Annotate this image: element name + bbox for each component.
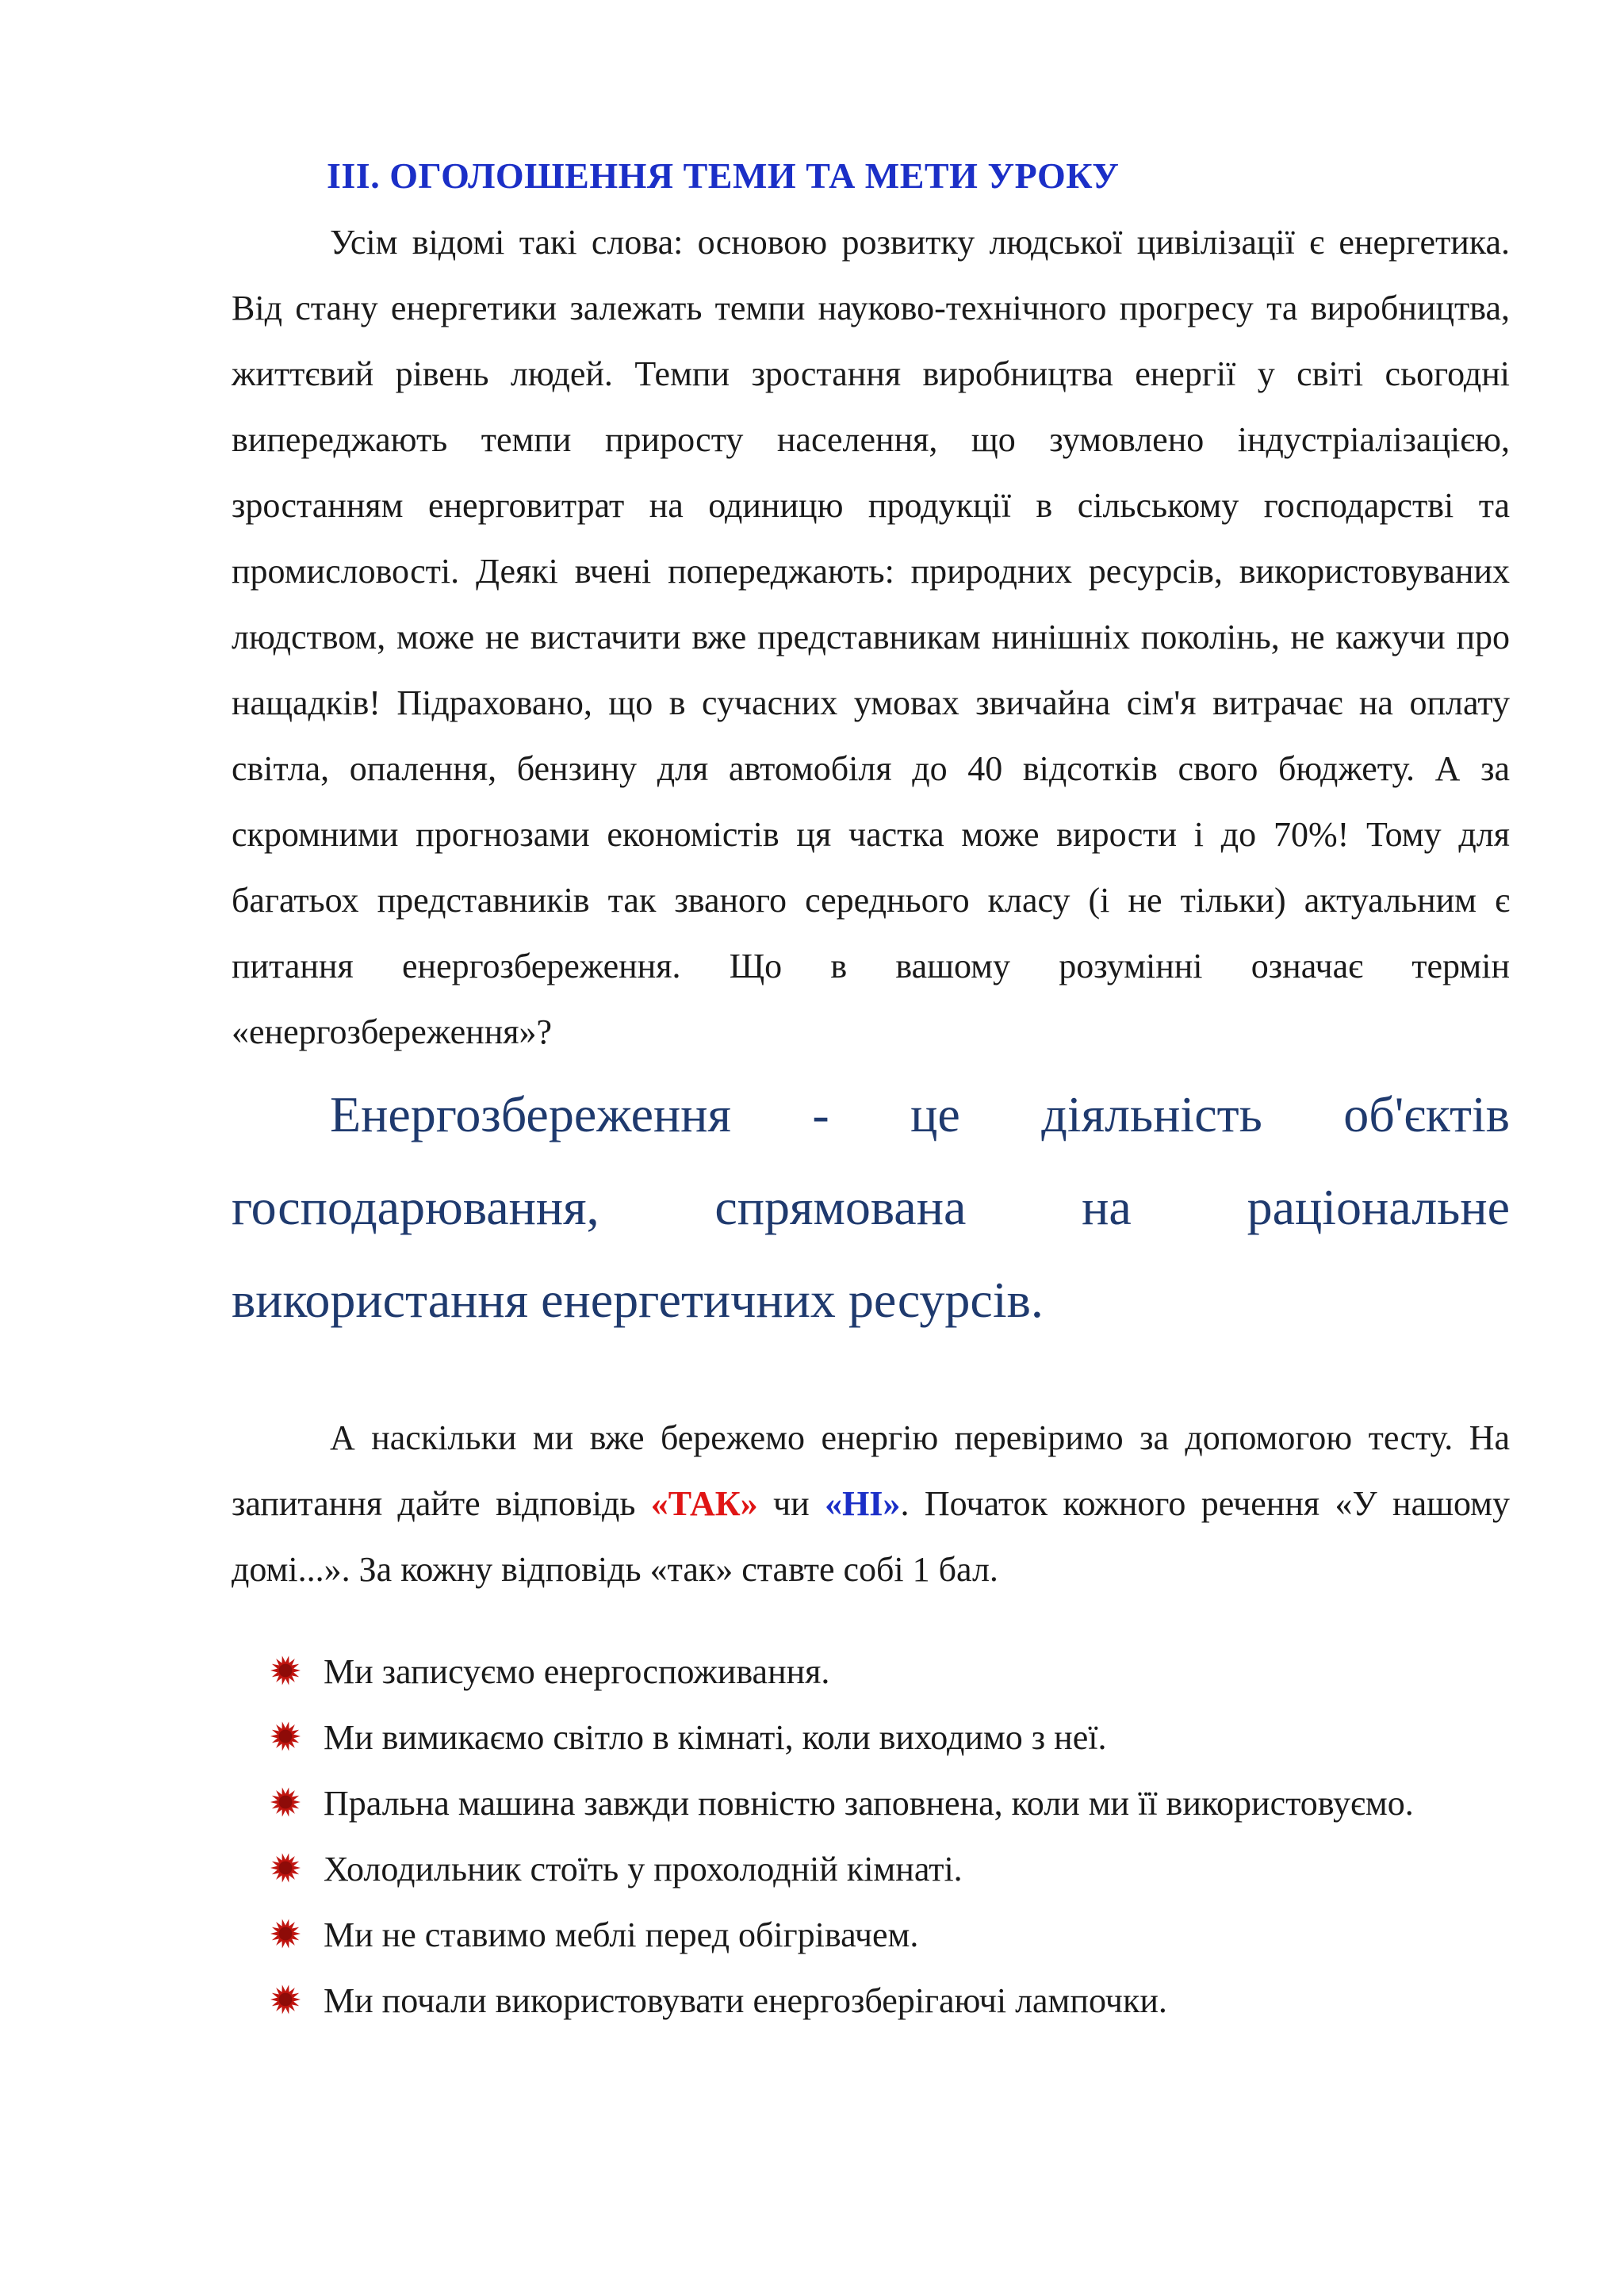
test-checklist [232, 1639, 1510, 2034]
section-heading: ІІІ. ОГОЛОШЕННЯ ТЕМИ ТА МЕТИ УРОКУ [327, 155, 1120, 196]
red-starburst-icon [270, 1918, 301, 1950]
red-starburst-icon [270, 1720, 301, 1752]
list-item-text: Ми записуємо енергоспоживання. [324, 1652, 830, 1691]
list-item-text: Ми вимикаємо світло в кімнаті, коли виходимо з неї. [324, 1718, 1107, 1757]
red-starburst-icon [270, 1786, 301, 1818]
intro-paragraph: Усім відомі такі слова: основою розвитку людської цивілізації є енергетика. Від стану енергетики залежать темпи науково-технічного прогресу та виробництва, життєвий рівень людей. Темпи зростання виробництва енергії у світі сьогодні випереджають темпи приросту населення, що зумовлено індустріалізацією, зростанням енерговитрат на одиницю продукції в сільському господарстві та промисловості. Деякі вчені попереджають: природних ресурсів, використовуваних людством, може не вистачити вже представникам нинішніх поколінь, не кажучи про нащадків! Підраховано, що в сучасних умовах звичайна сім'я витрачає на оплату світла, опалення, бензину для автомобіля до 40 відсотків свого бюджету. А за скромними прогнозами економістів ця частка може вирости і до 70%! Тому для багатьох представників так званого середнього класу (і не тільки) актуальним є питання енергозбереження. Що в вашому розумінні означає термін «енергозбереження»? [232, 223, 1510, 1051]
list-item [232, 1902, 1510, 1968]
list-item [232, 1968, 1510, 2034]
test-instructions-part2: чи [757, 1484, 825, 1523]
test-instructions-part3: . Початок кожного речення «У нашому домі...». За кожну відповідь «так» ставте собі 1 бал. [232, 1484, 1510, 1589]
test-instructions [232, 1405, 1510, 1602]
list-item-text: Ми не ставимо меблі перед обігрівачем. [324, 1915, 919, 1954]
list-item [232, 1705, 1510, 1770]
red-starburst-icon [270, 1655, 301, 1686]
list-item [232, 1836, 1510, 1902]
definition-text: Енергозбереження - це діяльність об'єктів господарювання, спрямована на раціональне використання енергетичних ресурсів. [232, 1086, 1510, 1328]
list-item-text: Ми почали використовувати енергозберігаючі лампочки. [324, 1981, 1167, 2020]
document-page [232, 143, 1510, 2034]
red-starburst-icon [270, 1984, 301, 2015]
red-starburst-icon [270, 1852, 301, 1884]
list-item [232, 1639, 1510, 1705]
test-instructions-part1: А наскільки ми вже бережемо енергію перевіримо за допомогою тесту. На запитання дайте відповідь [232, 1418, 1510, 1523]
yes-answer-label: «ТАК» [650, 1484, 758, 1523]
list-item-text: Холодильник стоїть у прохолодній кімнаті. [324, 1850, 963, 1888]
no-answer-label: «НІ» [825, 1484, 901, 1523]
list-item [232, 1770, 1510, 1836]
list-item-text: Пральна машина завжди повністю заповнена, коли ми її використовуємо. [324, 1784, 1414, 1823]
